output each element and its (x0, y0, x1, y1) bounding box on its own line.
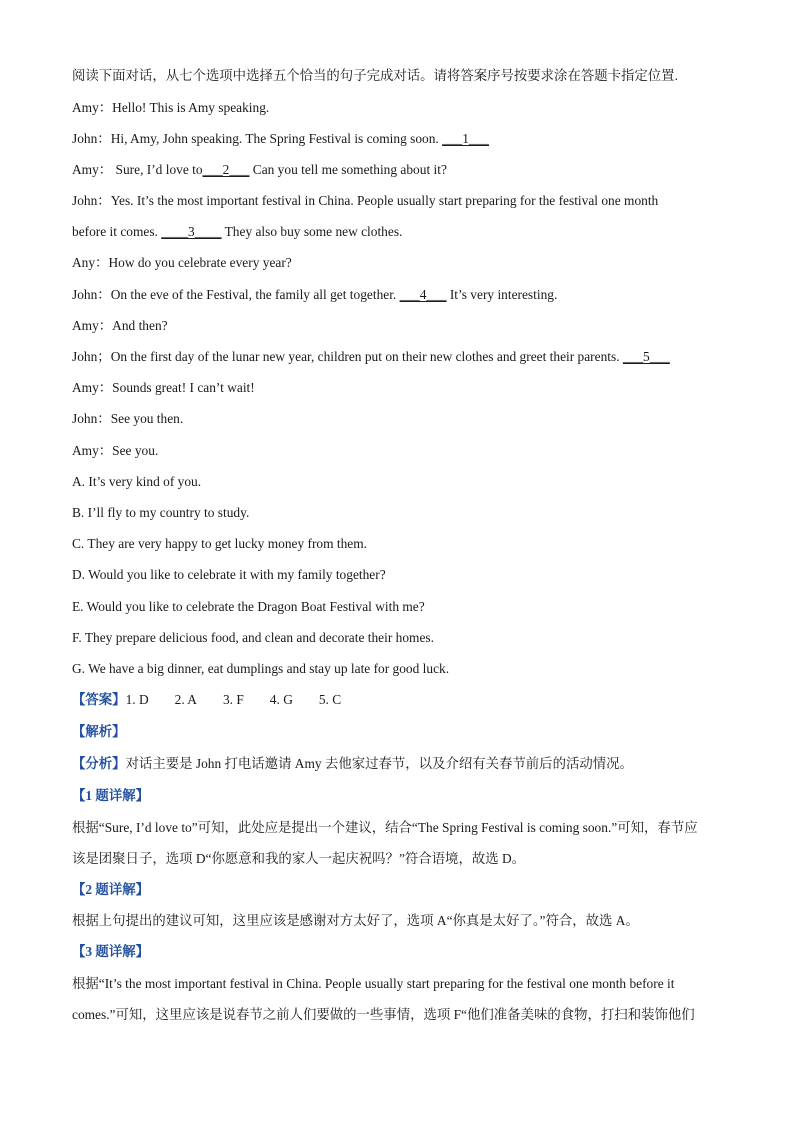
dialogue-text: It’s very interesting. (446, 287, 558, 302)
answer-blank-2: ___2___ (202, 162, 250, 177)
dialogue-text: Can you tell me something about it? (249, 162, 447, 177)
dialogue-line-4: John：Yes. It’s the most important festival in China. People usually start preparing for the festival one month (72, 193, 659, 208)
answer-item-5: 5. C (318, 692, 342, 707)
detail-1-line-1: 根据“Sure, I’d love to”可知，此处应是提出一个建议，结合“The Spring Festival is coming soon.”可知，春节应 (72, 820, 698, 835)
detail-1-line-2: 该是团聚日子，选项 D“你愿意和我的家人一起庆祝吗？”符合语境，故选 D。 (72, 851, 526, 866)
option-b: B. I’ll fly to my country to study. (72, 505, 250, 520)
detail-3-line-2: comes.”可知，这里应该是说春节之前人们要做的一些事情，选项 F“他们准备美味的食物，打扫和装饰他们 (72, 1007, 695, 1022)
option-f: F. They prepare delicious food, and clean and decorate their homes. (72, 630, 434, 645)
answer-blank-4: ___4___ (399, 287, 447, 302)
answer-blank-5: ___5___ (622, 349, 670, 364)
dialogue-text: John：On the eve of the Festival, the family all get together. (72, 287, 400, 302)
dialogue-line-7 (72, 286, 557, 304)
answer-row (72, 691, 367, 709)
dialogue-line-5 (72, 223, 402, 241)
dialogue-text: They also buy some new clothes. (221, 224, 403, 239)
instruction-text: 阅读下面对话，从七个选项中选择五个恰当的句子完成对话。请将答案序号按要求涂在答题卡指定位置. (72, 68, 678, 83)
detail-2-heading: 【2 题详解】 (72, 882, 149, 897)
dialogue-text: before it comes. (72, 224, 162, 239)
analysis-summary-text: 对话主要是 John 打电话邀请 Amy 去他家过春节，以及介绍有关春节前后的活动情况。 (125, 756, 633, 771)
answer-blank-3: ____3____ (161, 224, 222, 239)
option-g: G. We have a big dinner, eat dumplings and stay up late for good luck. (72, 661, 450, 676)
dialogue-line-1: Amy：Hello! This is Amy speaking. (72, 100, 270, 115)
detail-3-heading: 【3 题详解】 (72, 944, 149, 959)
detail-1-heading: 【1 题详解】 (72, 788, 149, 803)
dialogue-line-10: Amy：Sounds great! I can’t wait! (72, 380, 255, 395)
dialogue-text: Amy： Sure, I’d love to (72, 162, 203, 177)
dialogue-line-11: John：See you then. (72, 411, 184, 426)
option-d: D. Would you like to celebrate it with my family together? (72, 567, 386, 582)
dialogue-line-3 (72, 161, 447, 179)
dialogue-text: John：Hi, Amy, John speaking. The Spring Festival is coming soon. (72, 131, 443, 146)
analysis-label: 【解析】 (72, 724, 126, 739)
detail-2-line-1: 根据上句提出的建议可知，这里应该是感谢对方太好了，选项 A“你真是太好了。”符合，故选 A。 (72, 913, 639, 928)
detail-3-line-1: 根据“It’s the most important festival in China. People usually start preparing for the festival one month before it (72, 976, 675, 991)
dialogue-line-12: Amy：See you. (72, 443, 159, 458)
answer-item-3: 3. F (222, 692, 244, 707)
option-e: E. Would you like to celebrate the Dragon Boat Festival with me? (72, 599, 425, 614)
answer-item-1: 1. D (125, 692, 149, 707)
answer-item-2: 2. A (174, 692, 197, 707)
answer-item-4: 4. G (269, 692, 293, 707)
dialogue-line-8: Amy：And then? (72, 318, 168, 333)
option-c: C. They are very happy to get lucky money from them. (72, 536, 368, 551)
dialogue-line-6: Any：How do you celebrate every year? (72, 255, 292, 270)
dialogue-line-9 (72, 348, 670, 366)
dialogue-text: John；On the first day of the lunar new year, children put on their new clothes and greet their parents. (72, 349, 623, 364)
dialogue-line-2 (72, 130, 489, 148)
answer-label: 【答案】 (72, 692, 126, 707)
answer-blank-1: ___1___ (442, 131, 489, 146)
analysis-summary (72, 755, 633, 773)
analysis-summary-label: 【分析】 (72, 756, 126, 771)
option-a: A. It’s very kind of you. (72, 474, 202, 489)
